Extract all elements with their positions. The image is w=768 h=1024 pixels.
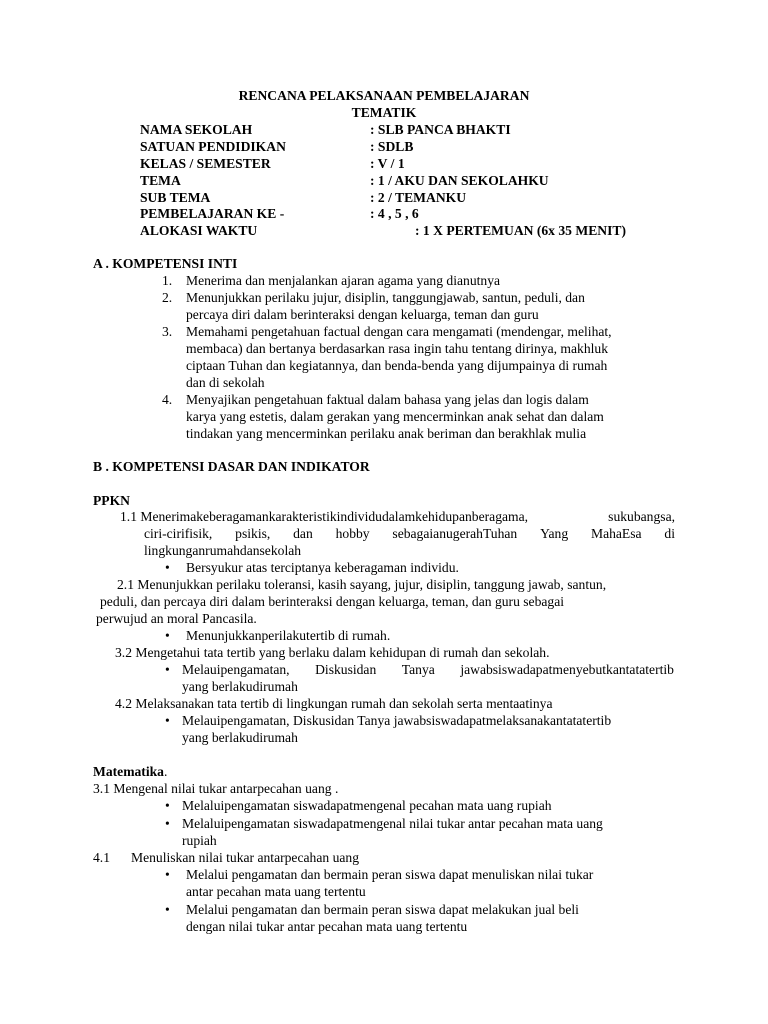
list-item-text: Memahami pengetahuan factual dengan cara mengamati (mendengar, melihat, [186, 324, 612, 339]
kd-text: ciri-cirifisik, [144, 526, 213, 541]
indicator-line [182, 662, 674, 678]
indicator-text: Melauipengamatan, Diskusidan Tanya jawabsiswadapatmelaksanakantatatertib [182, 713, 612, 728]
info-label: SUB TEMA [140, 190, 211, 205]
document-title: RENCANA PELAKSANAAN PEMBELAJARAN [238, 88, 530, 103]
kd-text: sukubangsa, [608, 509, 675, 524]
info-value: : 1 X PERTEMUAN (6x 35 MENIT) [415, 223, 626, 238]
heading-text: Matematika [93, 764, 164, 779]
kd-text: sebagaianugerahTuhan [392, 526, 518, 541]
indicator-text: Tanya [401, 662, 435, 677]
indicator-text: Melaluipengamatan siswadapatmengenal nilai tukar antar pecahan mata uang [182, 816, 603, 831]
kd-text: Menuliskan nilai tukar antarpecahan uang [131, 850, 359, 865]
list-number: 2. [162, 290, 173, 305]
list-item-text: Menunjukkan perilaku jujur, disiplin, tanggungjawab, santun, peduli, dan [186, 290, 585, 305]
list-item-text: dan di sekolah [186, 375, 265, 390]
kd-text: hobby [335, 526, 370, 541]
heading-suffix: . [163, 764, 168, 779]
list-item-text: tindakan yang mencerminkan perilaku anak beriman dan berakhlak mulia [186, 426, 587, 441]
kd-1-1-line [120, 509, 675, 525]
indicator-text: jawabsiswadapatmenyebutkantatatertib [460, 662, 674, 677]
info-value: : V / 1 [370, 156, 405, 171]
indicator-text: Melauipengamatan, [182, 662, 290, 677]
bullet-icon: • [165, 628, 170, 643]
bullet-icon: • [165, 816, 170, 831]
bullet-icon: • [165, 867, 170, 882]
info-label: TEMA [140, 173, 181, 188]
info-value: : SDLB [370, 139, 414, 154]
kd-number: 4.1 [93, 850, 110, 865]
bullet-icon: • [165, 798, 170, 813]
list-item-text: percaya diri dalam berinteraksi dengan keluarga, teman dan guru [186, 307, 539, 322]
list-number: 1. [162, 273, 173, 288]
info-value: : 4 , 5 , 6 [370, 206, 419, 221]
kd-text: 2.1 Menunjukkan perilaku toleransi, kasih sayang, jujur, disiplin, tanggung jawab, santun, [117, 577, 607, 592]
bullet-icon: • [165, 662, 170, 677]
info-label: SATUAN PENDIDIKAN [140, 139, 286, 154]
kd-text: MahaEsa [590, 526, 642, 541]
indicator-text: Melalui pengamatan dan bermain peran siswa dapat menuliskan nilai tukar [186, 867, 594, 882]
kd-text: psikis, [235, 526, 271, 541]
indicator-text: dengan nilai tukar antar pecahan mata uang tertentu [186, 919, 468, 934]
indicator-text: yang berlakudirumah [182, 679, 298, 694]
indicator-text: Melaluipengamatan siswadapatmengenal pecahan mata uang rupiah [182, 798, 552, 813]
info-value: : 1 / AKU DAN SEKOLAHKU [370, 173, 549, 188]
bullet-icon: • [165, 560, 170, 575]
list-item-text: Menerima dan menjalankan ajaran agama yang dianutnya [186, 273, 501, 288]
kd-text: perwujud an moral Pancasila. [96, 611, 257, 626]
kd-text: Yang [540, 526, 569, 541]
list-item-text: Menyajikan pengetahuan faktual dalam bahasa yang jelas dan logis dalam [186, 392, 589, 407]
indicator-text: Bersyukur atas terciptanya keberagaman individu. [186, 560, 459, 575]
kd-text: 4.2 Melaksanakan tata tertib di lingkungan rumah dan sekolah serta mentaatinya [115, 696, 553, 711]
bullet-icon: • [165, 713, 170, 728]
kd-text: dan [293, 526, 313, 541]
indicator-text: Melalui pengamatan dan bermain peran siswa dapat melakukan jual beli [186, 902, 579, 917]
kd-text: 3.2 Mengetahui tata tertib yang berlaku dalam kehidupan di rumah dan sekolah. [115, 645, 550, 660]
info-label: PEMBELAJARAN KE - [140, 206, 285, 221]
indicator-text: yang berlakudirumah [182, 730, 298, 745]
kd-text: 3.1 Mengenal nilai tukar antarpecahan uang . [93, 781, 339, 796]
list-item-text: membaca) dan bertanya berdasarkan rasa ingin tahu tentang dirinya, makhluk [186, 341, 608, 356]
list-number: 4. [162, 392, 173, 407]
kd-text: lingkunganrumahdansekolah [144, 543, 302, 558]
info-value: : 2 / TEMANKU [370, 190, 467, 205]
section-b-heading: B . KOMPETENSI DASAR DAN INDIKATOR [93, 459, 370, 474]
info-label: KELAS / SEMESTER [140, 156, 271, 171]
kd-text: 1.1 Menerimakeberagamankarakteristikindividudalamkehidupanberagama, [120, 509, 529, 524]
ppkn-heading: PPKN [93, 493, 130, 508]
matematika-heading [93, 764, 167, 780]
list-number: 3. [162, 324, 173, 339]
bullet-icon: • [165, 902, 170, 917]
indicator-text: rupiah [182, 833, 217, 848]
indicator-text: antar pecahan mata uang tertentu [186, 884, 366, 899]
kd-1-1-line [144, 526, 675, 542]
section-a-heading: A . KOMPETENSI INTI [93, 256, 238, 271]
document-subtitle: TEMATIK [351, 105, 417, 120]
list-item-text: ciptaan Tuhan dan kegiatannya, dan benda-benda yang dijumpainya di rumah [186, 358, 608, 373]
info-label: NAMA SEKOLAH [140, 122, 253, 137]
kd-text: peduli, dan percaya diri dalam berinteraksi dengan keluarga, teman, dan guru sebagai [100, 594, 565, 609]
indicator-text: Diskusidan [315, 662, 377, 677]
info-label: ALOKASI WAKTU [140, 223, 258, 238]
list-item-text: karya yang estetis, dalam gerakan yang mencerminkan anak sehat dan dalam [186, 409, 604, 424]
kd-text: di [664, 526, 675, 541]
info-value: : SLB PANCA BHAKTI [370, 122, 511, 137]
indicator-text: Menunjukkanperilakutertib di rumah. [186, 628, 391, 643]
